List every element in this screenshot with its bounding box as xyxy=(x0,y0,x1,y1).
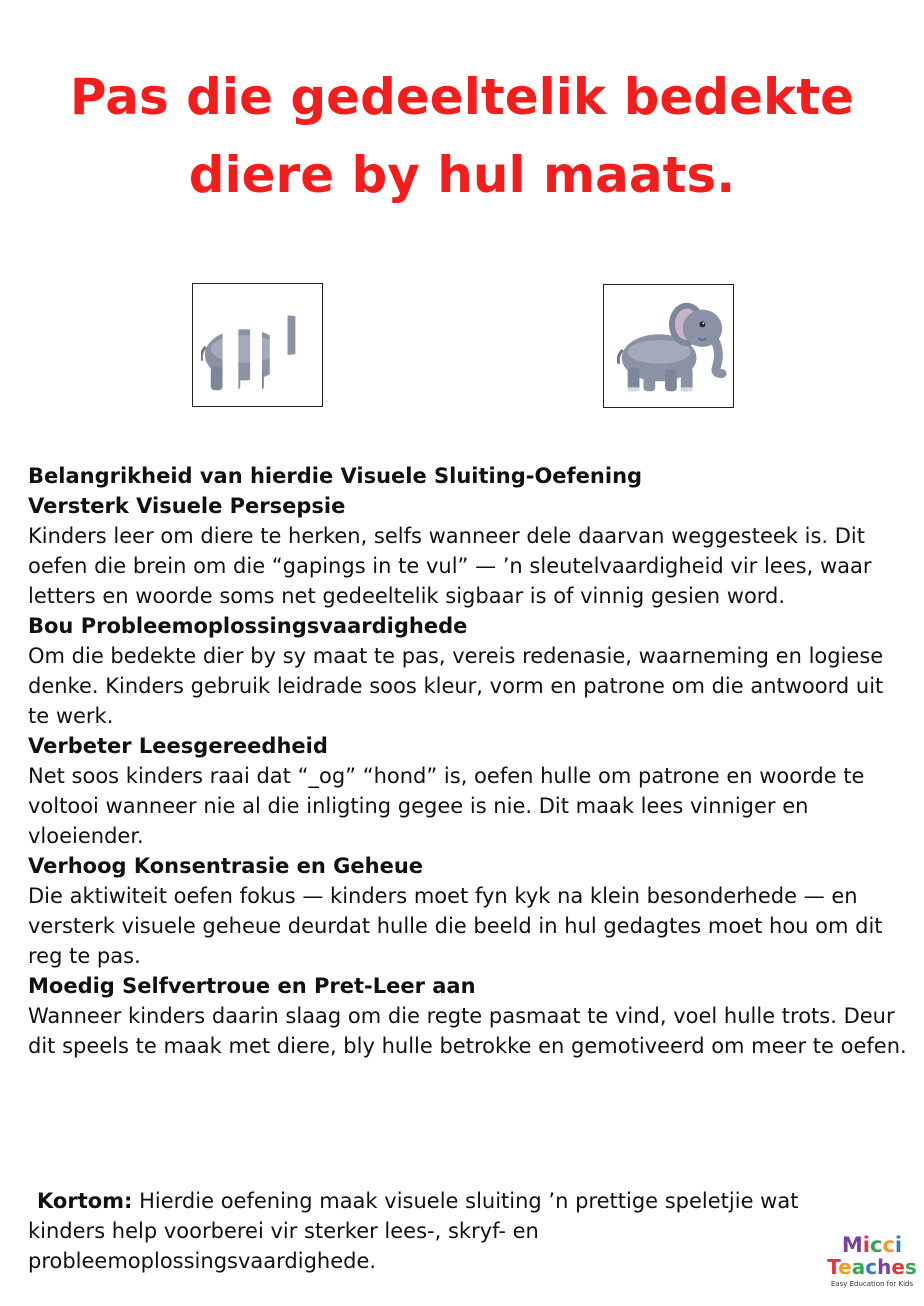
covered-elephant-image xyxy=(193,284,322,406)
page-title xyxy=(40,58,884,214)
section-heading: Moedig Selfvertroue en Pret-Leer aan xyxy=(28,974,476,998)
micci-teaches-logo xyxy=(822,1234,922,1296)
covered-elephant-card[interactable] xyxy=(192,283,323,407)
summary-label: Kortom: xyxy=(37,1189,133,1213)
title-line-2: diere by hul maats. xyxy=(188,146,736,204)
section-heading: Verbeter Leesgereedheid xyxy=(28,734,328,758)
section-body: Net soos kinders raai dat “_og” “hond” is, oefen hulle om patrone en woorde te voltooi wanneer nie al die inligting gegee is nie. Dit maak lees vinniger en vloeiender. xyxy=(28,764,865,848)
summary-paragraph xyxy=(28,1186,868,1276)
summary-text: Hierdie oefening maak visuele sluiting ’n prettige speletjie wat kinders help voorberei vir sterker lees-, skryf- en probleemoplossingsvaardighede. xyxy=(28,1189,799,1273)
section-heading: Verhoog Konsentrasie en Geheue xyxy=(28,854,424,878)
elephant-card[interactable] xyxy=(603,284,734,408)
section-body: Wanneer kinders daarin slaag om die regte pasmaat te vind, voel hulle trots. Deur dit speels te maak met diere, bly hulle betrokke en gemotiveerd om meer te oefen. xyxy=(28,1004,907,1058)
section-body: Die aktiwiteit oefen fokus — kinders moet fyn kyk na klein besonderhede — en versterk visuele geheue deurdat hulle die beeld in hul gedagtes moet hou om dit reg te pas. xyxy=(28,884,883,968)
logo-line-1: Micci xyxy=(841,1233,903,1257)
title-line-1: Pas die gedeeltelik bedekte xyxy=(69,68,855,126)
section-heading: Belangrikheid van hierdie Visuele Sluiting-Oefening xyxy=(28,464,643,488)
section-body: Om die bedekte dier by sy maat te pas, vereis redenasie, waarneming en logiese denke. Kinders gebruik leidrade soos kleur, vorm en patrone om die antwoord uit te werk. xyxy=(28,644,884,728)
info-text xyxy=(28,461,908,1061)
section-heading: Bou Probleemoplossingsvaardighede xyxy=(28,614,468,638)
logo-line-2: Teaches xyxy=(827,1255,917,1279)
section-heading: Versterk Visuele Persepsie xyxy=(28,494,346,518)
logo-tagline: Easy Education for Kids xyxy=(830,1280,914,1288)
elephant-icon xyxy=(604,285,733,407)
section-body: Kinders leer om diere te herken, selfs wanneer dele daarvan weggesteek is. Dit oefen die brein om die “gapings in te vul” — ’n sleutelvaardigheid vir lees, waar letters en woorde soms net gedeeltelik sigbaar is of vinnig gesien word. xyxy=(28,524,872,608)
